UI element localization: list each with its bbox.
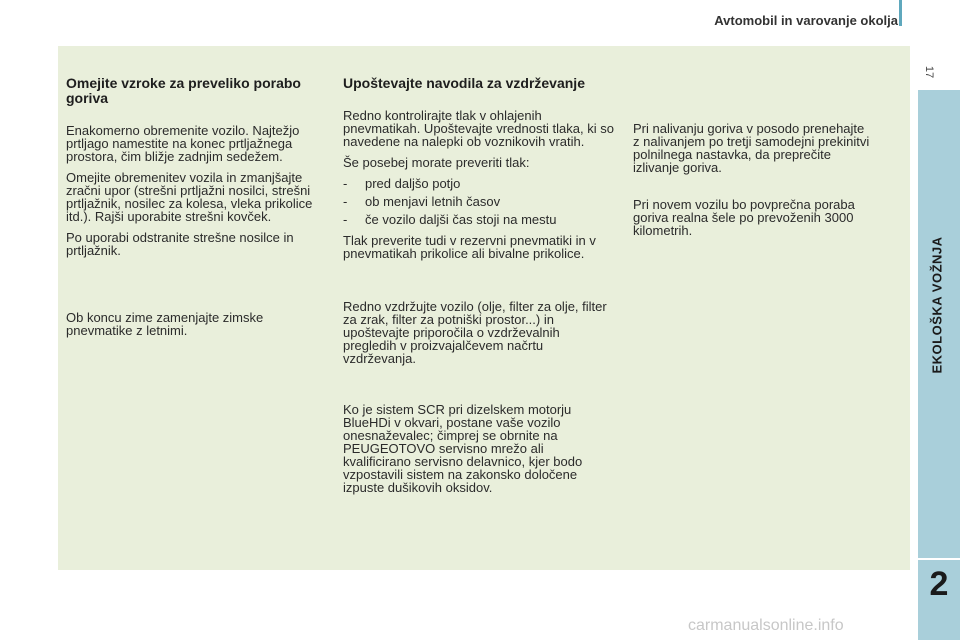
content-panel [58,46,910,570]
list-item [343,177,615,190]
section-heading-maintenance: Upoštevajte navodila za vzdrževanje [343,75,585,91]
paragraph: Ob koncu zime zamenjajte zimske pnevmatike z letnimi. [66,310,264,338]
paragraph: Pri novem vozilu bo povprečna poraba goriva realna šele po prevoženih 3000 kilometrih. [633,197,855,238]
column-refuelling [633,122,873,245]
list-item [343,213,615,226]
chapter-sidebar [918,90,960,640]
list-item-text: ob menjavi letnih časov [365,194,501,209]
paragraph: Enakomerno obremenite vozilo. Najtežjo prtljago namestite na konec prtljažnega prostora, čim bližje zadnjim sedežem. [66,123,300,164]
sidebar-divider [918,558,960,560]
paragraph: Omejite obremenitev vozila in zmanjšajte zračni upor (strešni prtljažni nosilci, strešni prtljažnik, nosilec za kolesa, vleka prikolice itd.). Rajši uporabite strešni kovček. [66,170,313,224]
tyre-check-list [343,177,615,226]
paragraph: Še posebej morate preveriti tlak: [343,155,530,170]
bullet-dash: - [343,212,348,227]
watermark: carmanualsonline.info [688,617,844,634]
list-item-text: če vozilo daljši čas stoji na mestu [365,212,557,227]
section-heading-fuel-consumption: Omejite vzroke za preveliko porabo goriva [66,75,301,106]
list-item-text: pred daljšo potjo [365,176,461,191]
bullet-dash: - [343,194,348,209]
paragraph: Pri nalivanju goriva v posodo prenehajte z nalivanjem po tretji samodejni prekinitvi polnilnega nastavka, da preprečite izlivanje goriva. [633,121,870,175]
chapter-label: EKOLOŠKA VOŽNJA [929,236,945,374]
bullet-dash: - [343,176,348,191]
paragraph: Redno kontrolirajte tlak v ohlajenih pnevmatikah. Upoštevajte vrednosti tlaka, ki so navedene na nalepki ob voznikovih vratih. [343,108,614,149]
column-fuel-consumption [66,76,328,345]
paragraph: Ko je sistem SCR pri dizelskem motorju BlueHDi v okvari, postane vaše vozilo onesnaževalec; čimprej se obrnite na PEUGEOTOVO servisno mrežo ali kvalificirano servisno delavnico, kjer bodo vzpostavili sistem na zakonsko določene izpuste dušikovih oksidov. [343,402,583,495]
page-header-title: Avtomobil in varovanje okolja [714,13,898,28]
list-item [343,195,615,208]
chapter-number: 2 [929,565,949,603]
column-maintenance [343,76,615,502]
paragraph: Po uporabi odstranite strešne nosilce in prtljažnik. [66,230,294,258]
paragraph: Redno vzdržujte vozilo (olje, filter za olje, filter za zrak, filter za potniški prostor...) in upoštevajte priporočila o vzdrževalnih pregledih v proizvajalčevem načrtu vzdrževanja. [343,299,607,366]
page-number: 17 [923,65,935,79]
header-divider [899,0,902,26]
paragraph: Tlak preverite tudi v rezervni pnevmatiki in v pnevmatikah prikolice ali bivalne prikolice. [343,233,596,261]
